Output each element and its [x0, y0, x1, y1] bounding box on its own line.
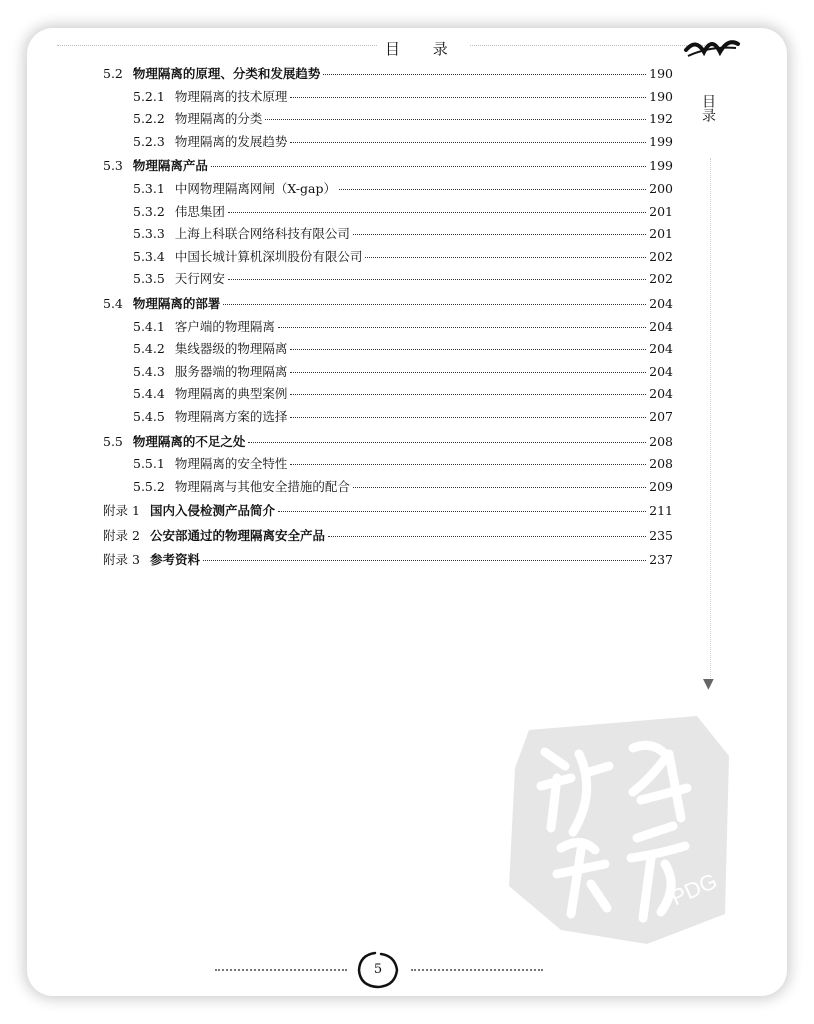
- toc-entry[interactable]: [103, 179, 673, 202]
- toc-leader-dots: [278, 327, 646, 328]
- chevron-down-icon: ▼: [703, 676, 714, 692]
- toc-entry-title: 物理隔离与其他安全措施的配合: [174, 478, 350, 494]
- page-number: 5: [373, 962, 383, 977]
- toc-entry-page: 201: [649, 226, 673, 242]
- toc-entry-title: 物理隔离的安全特性: [174, 456, 288, 472]
- toc-entry-page: 211: [649, 503, 673, 519]
- toc-entry-title: 物理隔离的不足之处: [132, 433, 246, 449]
- toc-leader-dots: [365, 257, 646, 258]
- toc-entry[interactable]: [103, 156, 673, 179]
- toc-entry-number: 5.2: [103, 66, 123, 81]
- toc-entry-page: 237: [649, 552, 673, 568]
- toc-leader-dots: [290, 372, 646, 373]
- toc-leader-dots: [328, 536, 646, 537]
- page-header-title: 目 录: [377, 38, 470, 59]
- side-section-label: 目录: [700, 94, 716, 122]
- toc-entry-number: 5.3.3: [133, 226, 165, 242]
- toc-entry-page: 204: [649, 318, 673, 334]
- toc-entry[interactable]: [103, 224, 673, 247]
- toc-entry-page: 192: [649, 111, 673, 127]
- toc-entry[interactable]: [103, 132, 673, 155]
- toc-entry-title: 物理隔离的分类: [174, 111, 263, 127]
- toc-entry-title: 物理隔离的部署: [132, 295, 221, 311]
- toc-leader-dots: [339, 189, 646, 190]
- toc-entry-number: 5.5.1: [133, 456, 165, 472]
- toc-entry-number: 5.3: [103, 158, 123, 174]
- toc-leader-dots: [290, 349, 646, 350]
- toc-leader-dots: [228, 212, 646, 213]
- toc-entry-title: 物理隔离产品: [132, 158, 208, 174]
- toc-entry-number: 5.3.2: [133, 203, 165, 219]
- toc-entry[interactable]: [103, 269, 673, 292]
- toc-entry-number: 5.3.1: [133, 180, 165, 196]
- toc-leader-dots: [323, 74, 646, 75]
- toc-leader-dots: [203, 560, 646, 561]
- page-number-badge: [355, 950, 401, 990]
- toc-entry-page: 190: [649, 66, 673, 81]
- toc-entry-number: 5.5.2: [133, 478, 165, 494]
- toc-entry-page: 204: [649, 363, 673, 379]
- pdg-seal-watermark: [501, 708, 741, 948]
- toc-entry-title: 中国长城计算机深圳股份有限公司: [174, 248, 363, 264]
- toc-entry-title: 伟思集团: [174, 203, 225, 219]
- corner-brush-icon: [682, 32, 742, 62]
- toc-entry-page: 199: [649, 133, 673, 149]
- toc-entry-number: 5.4: [103, 295, 123, 311]
- toc-leader-dots: [290, 394, 646, 395]
- toc-entry-number: 附录 3: [103, 552, 140, 568]
- toc-leader-dots: [248, 442, 646, 443]
- toc-leader-dots: [223, 304, 646, 305]
- toc-entry-number: 5.5: [103, 433, 123, 449]
- toc-entry-number: 5.4.2: [133, 341, 165, 357]
- toc-entry-title: 物理隔离方案的选择: [174, 408, 288, 424]
- toc-entry[interactable]: [103, 477, 673, 500]
- toc-entry[interactable]: [103, 526, 673, 549]
- toc-entry-page: 200: [649, 180, 673, 196]
- toc-entry[interactable]: [103, 247, 673, 270]
- toc-entry-title: 物理隔离的发展趋势: [174, 133, 288, 149]
- toc-entry[interactable]: [103, 432, 673, 455]
- toc-entry-title: 物理隔离的技术原理: [174, 88, 288, 104]
- toc-entry-page: 235: [649, 527, 673, 543]
- toc-entry[interactable]: [103, 294, 673, 317]
- toc-entry[interactable]: [103, 202, 673, 225]
- toc-entry-number: 5.2.3: [133, 133, 165, 149]
- toc-entry-title: 客户端的物理隔离: [174, 318, 275, 334]
- toc-leader-dots: [353, 487, 646, 488]
- toc-entry[interactable]: [103, 362, 673, 385]
- toc-entry-number: 5.4.4: [133, 386, 165, 402]
- toc-leader-dots: [290, 464, 646, 465]
- toc-leader-dots: [290, 97, 646, 98]
- toc-entry-title: 物理隔离的典型案例: [174, 386, 288, 402]
- toc-entry-page: 204: [649, 386, 673, 402]
- toc-entry-number: 5.3.5: [133, 271, 165, 287]
- toc-entry-title: 天行网安: [174, 271, 225, 287]
- toc-leader-dots: [278, 511, 646, 512]
- footer-rule-right: [411, 969, 543, 971]
- document-page: [27, 28, 787, 996]
- toc-entry[interactable]: [103, 501, 673, 524]
- toc-entry[interactable]: [103, 317, 673, 340]
- toc-entry-page: 208: [649, 456, 673, 472]
- toc-entry[interactable]: [103, 109, 673, 132]
- toc-entry-page: 209: [649, 478, 673, 494]
- toc-entry-title: 上海上科联合网络科技有限公司: [174, 226, 350, 242]
- toc-entry-page: 204: [649, 295, 673, 311]
- toc-leader-dots: [265, 119, 646, 120]
- toc-entry[interactable]: [103, 339, 673, 362]
- toc-entry-title: 集线器级的物理隔离: [174, 341, 288, 357]
- side-dotted-rule: [710, 158, 711, 678]
- toc-leader-dots: [290, 417, 646, 418]
- toc-entry[interactable]: [103, 87, 673, 110]
- toc-entry-number: 5.4.3: [133, 363, 165, 379]
- toc-entry-number: 附录 2: [103, 527, 140, 543]
- toc-entry-title: 物理隔离的原理、分类和发展趋势: [132, 66, 321, 81]
- toc-entry-page: 199: [649, 158, 673, 174]
- toc-leader-dots: [353, 234, 646, 235]
- toc-entry-title: 参考资料: [149, 552, 200, 568]
- toc-entry-page: 208: [649, 433, 673, 449]
- toc-entry[interactable]: [103, 407, 673, 430]
- toc-entry-number: 5.4.1: [133, 318, 165, 334]
- toc-entry-page: 202: [649, 248, 673, 264]
- toc-entry[interactable]: [103, 64, 673, 87]
- toc-leader-dots: [211, 166, 646, 167]
- toc-entry-page: 202: [649, 271, 673, 287]
- toc-entry-page: 207: [649, 408, 673, 424]
- toc-entry[interactable]: [103, 384, 673, 407]
- toc-entry-page: 204: [649, 341, 673, 357]
- toc-entry[interactable]: [103, 454, 673, 477]
- toc-entry-page: 201: [649, 203, 673, 219]
- toc-entry-number: 5.2.2: [133, 111, 165, 127]
- toc-entry-title: 公安部通过的物理隔离安全产品: [149, 527, 325, 543]
- seal-text: PDG: [667, 868, 721, 911]
- toc-entry-page: 190: [649, 88, 673, 104]
- toc-entry-number: 5.2.1: [133, 88, 165, 104]
- toc-entry[interactable]: [103, 550, 673, 573]
- toc-entry-number: 5.4.5: [133, 408, 165, 424]
- toc-entry-number: 附录 1: [103, 503, 140, 519]
- toc-entry-title: 国内入侵检测产品简介: [149, 503, 275, 519]
- table-of-contents: [103, 64, 673, 573]
- toc-entry-title: 中网物理隔离网闸（X-gap）: [174, 180, 336, 196]
- footer-rule-left: [215, 969, 347, 971]
- toc-entry-number: 5.3.4: [133, 248, 165, 264]
- toc-leader-dots: [228, 279, 646, 280]
- toc-entry-title: 服务器端的物理隔离: [174, 363, 288, 379]
- toc-leader-dots: [290, 142, 646, 143]
